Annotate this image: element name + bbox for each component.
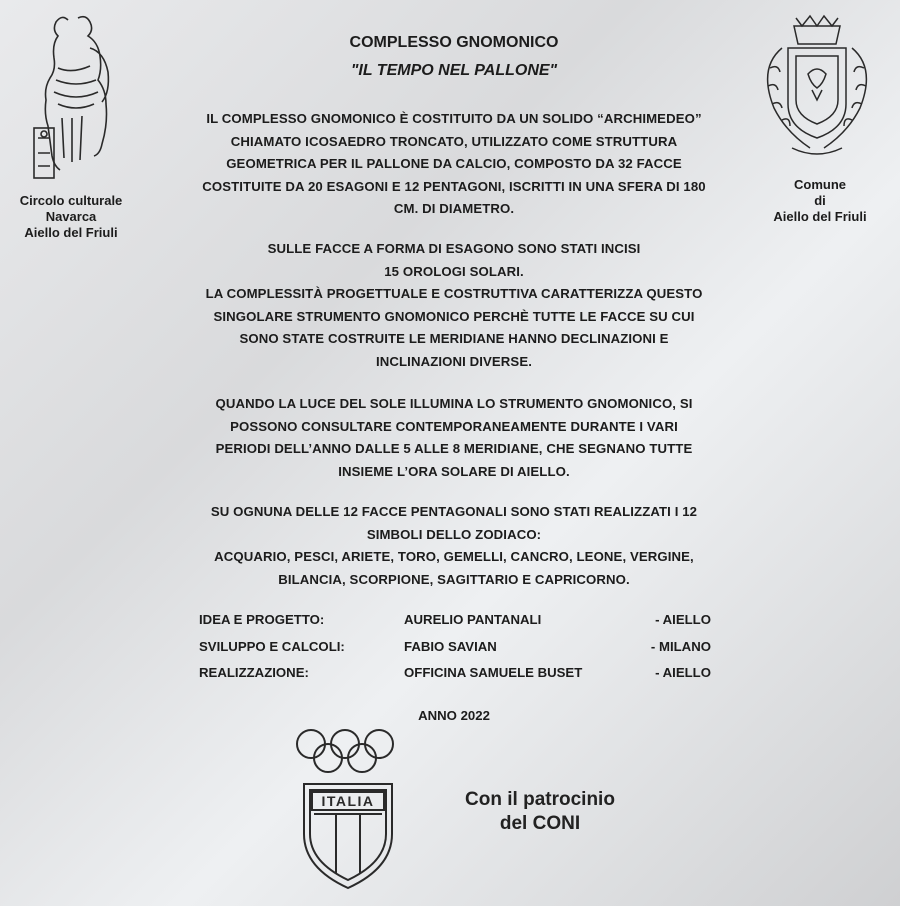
- paragraph-structure: [190, 108, 718, 221]
- text-line: POSSONO CONSULTARE CONTEMPORANEAMENTE DURANTE I VARI: [230, 418, 678, 434]
- coat-of-arms-icon: [752, 8, 882, 173]
- credit-row: [199, 665, 711, 692]
- paragraph-sundials: [190, 238, 718, 373]
- credit-name: FABIO SAVIAN: [404, 638, 497, 654]
- paragraph-sunlight: [190, 393, 718, 483]
- credit-place: - MILANO: [650, 638, 711, 654]
- paragraph-zodiac: [190, 501, 718, 591]
- statue-icon: [28, 8, 118, 188]
- text-line: INSIEME L’ORA SOLARE DI AIELLO.: [338, 463, 570, 479]
- credit-row: [199, 612, 711, 639]
- text-line: SIMBOLI DELLO ZODIACO:: [366, 526, 542, 542]
- text-line: CM. DI DIAMETRO.: [393, 201, 515, 216]
- credit-name: OFFICINA SAMUELE BUSET: [404, 665, 583, 680]
- text-line: LA COMPLESSITÀ PROGETTUALE E COSTRUTTIVA CARATTERIZZA QUESTO: [205, 286, 703, 301]
- credit-name: AURELIO PANTANALI: [404, 612, 542, 627]
- text-line: ACQUARIO, PESCI, ARIETE, TORO, GEMELLI, CANCRO, LEONE, VERGINE,: [214, 549, 694, 564]
- credit-row: [199, 639, 711, 666]
- plaque-subtitle: "IL TEMPO NEL PALLONE": [350, 62, 558, 79]
- shield-text: ITALIA: [321, 793, 375, 809]
- patronage-line: del CONI: [499, 813, 581, 834]
- italia-shield-icon: [300, 780, 396, 892]
- text-line: QUANDO LA LUCE DEL SOLE ILLUMINA LO STRUMENTO GNOMONICO, SI: [215, 396, 693, 411]
- olympic-rings-icon: [293, 728, 403, 774]
- credits-table: [199, 612, 711, 692]
- text-line: GEOMETRICA PER IL PALLONE DA CALCIO, COMPOSTO DA 32 FACCE: [226, 156, 682, 171]
- text-line: INCLINAZIONI DIVERSE.: [376, 353, 532, 369]
- text-line: SINGOLARE STRUMENTO GNOMONICO PERCHÈ TUTTE LE FACCE SU CUI: [213, 308, 695, 324]
- text-line: COSTITUITE DA 20 ESAGONI E 12 PENTAGONI, ISCRITTI IN UNA SFERA DI 180: [202, 178, 706, 194]
- text-line: CHIAMATO ICOSAEDRO TRONCATO, UTILIZZATO COME STRUTTURA: [230, 133, 678, 149]
- text-line: 15 OROLOGI SOLARI.: [384, 263, 524, 279]
- plaque-title: COMPLESSO GNOMONICO: [349, 34, 559, 51]
- text-line: SULLE FACCE A FORMA DI ESAGONO SONO STATI INCISI: [267, 241, 641, 256]
- text-line: SU OGNUNA DELLE 12 FACCE PENTAGONALI SONO STATI REALIZZATI I 12: [210, 504, 698, 519]
- credit-role: IDEA E PROGETTO:: [199, 612, 325, 627]
- patronage-line: Con il patrocinio: [465, 789, 615, 810]
- credit-role: SVILUPPO E CALCOLI:: [199, 638, 345, 654]
- year-label: ANNO 2022: [418, 708, 490, 723]
- text-line: BILANCIA, SCORPIONE, SAGITTARIO E CAPRICORNO.: [278, 571, 630, 587]
- credit-place: - AIELLO: [655, 665, 711, 680]
- credit-role: REALIZZAZIONE:: [199, 665, 309, 680]
- patronage-text: [440, 788, 640, 836]
- left-logo-label: Circolo culturale Navarca Aiello del Friuli: [19, 193, 123, 240]
- text-line: SONO STATE COSTRUITE LE MERIDIANE HANNO DECLINAZIONI E: [239, 331, 669, 346]
- text-line: IL COMPLESSO GNOMONICO È COSTITUITO DA UN SOLIDO “ARCHIMEDEO”: [206, 111, 702, 126]
- right-logo-label: Comune di Aiello del Friuli: [773, 177, 867, 224]
- credit-place: - AIELLO: [655, 612, 711, 627]
- text-line: PERIODI DELL’ANNO DALLE 5 ALLE 8 MERIDIANE, CHE SEGNANO TUTTE: [215, 441, 693, 456]
